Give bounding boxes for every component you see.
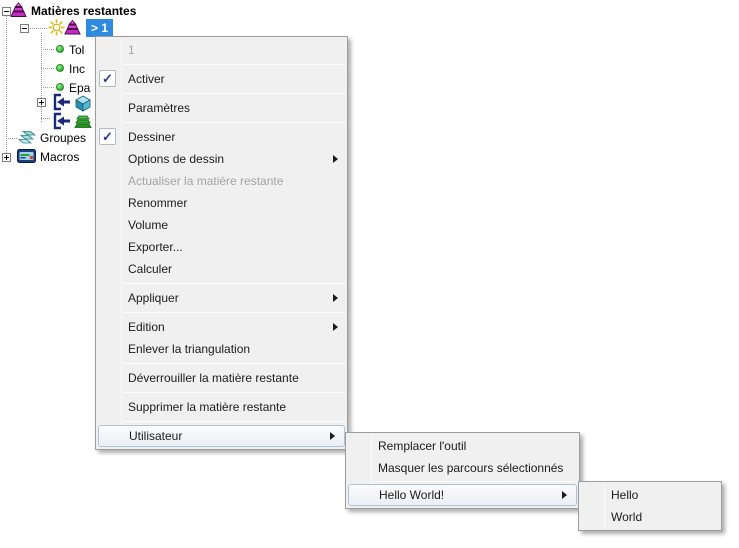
menu-item-label: Paramètres bbox=[128, 101, 191, 115]
menu-item-label: Masquer les parcours sélectionnés bbox=[378, 461, 564, 475]
menu-item-label: Volume bbox=[128, 218, 169, 232]
menu-item-label: Enlever la triangulation bbox=[128, 342, 251, 356]
submenu-arrow-icon bbox=[333, 323, 338, 331]
check-icon bbox=[99, 128, 116, 145]
menu-item-label: Hello bbox=[611, 488, 639, 502]
tree-node-groups[interactable] bbox=[40, 131, 86, 145]
menu-separator bbox=[123, 93, 346, 94]
menu-item-label: Calculer bbox=[128, 262, 173, 276]
menu-separator bbox=[123, 122, 346, 123]
tree-line bbox=[6, 14, 7, 158]
tree-node-macros[interactable] bbox=[40, 150, 79, 164]
tree-node-param[interactable] bbox=[69, 43, 84, 57]
bracket-arrow-stack-icon bbox=[52, 112, 96, 131]
material-stack-icon bbox=[64, 19, 81, 36]
collapse-toggle[interactable] bbox=[20, 24, 29, 33]
status-dot-icon bbox=[56, 45, 64, 53]
tree-node-selected[interactable] bbox=[86, 19, 113, 37]
menu-item-hello-world[interactable] bbox=[348, 484, 577, 506]
menu-item-label: Exporter... bbox=[128, 240, 183, 254]
bracket-arrow-cube-icon bbox=[52, 93, 96, 112]
menu-item-masquer-parcours[interactable] bbox=[346, 457, 579, 479]
tree-node-label: Tol bbox=[69, 43, 85, 57]
menu-item-renommer[interactable] bbox=[96, 192, 347, 214]
expand-toggle[interactable] bbox=[37, 98, 46, 107]
tree-line bbox=[6, 138, 17, 139]
menu-item-dessiner[interactable] bbox=[96, 126, 347, 148]
menu-item-label: Déverrouiller la matière restante bbox=[128, 371, 299, 385]
material-stack-icon bbox=[10, 2, 27, 18]
menu-item-header bbox=[96, 39, 347, 61]
tree-node-label: Matières restantes bbox=[31, 4, 137, 18]
tree-node-param[interactable] bbox=[69, 62, 85, 76]
menu-item-label: Actualiser la matière restante bbox=[128, 174, 284, 188]
status-dot-icon bbox=[56, 83, 64, 91]
menu-item-volume[interactable] bbox=[96, 214, 347, 236]
menu-item-hello[interactable] bbox=[579, 484, 721, 506]
menu-item-supprimer[interactable] bbox=[96, 396, 347, 418]
layers-icon bbox=[18, 129, 36, 144]
menu-item-label: Hello World! bbox=[379, 488, 445, 502]
menu-item-label: Dessiner bbox=[128, 130, 176, 144]
menu-separator bbox=[123, 64, 346, 65]
tree-line bbox=[41, 118, 51, 119]
menu-separator bbox=[123, 283, 346, 284]
tree-node-label: Macros bbox=[40, 150, 80, 164]
tree-line bbox=[41, 49, 54, 50]
menu-item-options-de-dessin[interactable] bbox=[96, 148, 347, 170]
menu-item-exporter[interactable] bbox=[96, 236, 347, 258]
menu-item-label: 1 bbox=[128, 43, 135, 57]
tree-line bbox=[41, 33, 42, 122]
tree-node-label: > 1 bbox=[91, 21, 109, 35]
tree-line bbox=[41, 87, 54, 88]
menu-item-deverrouiller[interactable] bbox=[96, 367, 347, 389]
submenu-hello-world bbox=[578, 481, 722, 531]
menu-item-label: Supprimer la matière restante bbox=[128, 400, 287, 414]
menu-item-label: World bbox=[611, 510, 643, 524]
menu-item-calculer[interactable] bbox=[96, 258, 347, 280]
submenu-utilisateur bbox=[345, 432, 580, 509]
menu-item-label: Appliquer bbox=[128, 291, 179, 305]
menu-item-world[interactable] bbox=[579, 506, 721, 528]
menu-item-actualiser bbox=[96, 170, 347, 192]
macro-tape-icon bbox=[17, 149, 36, 163]
menu-item-label: Renommer bbox=[128, 196, 188, 210]
menu-item-label: Remplacer l'outil bbox=[378, 439, 467, 453]
menu-separator bbox=[123, 421, 346, 422]
menu-item-label: Edition bbox=[128, 320, 165, 334]
tree-node-label: Inc bbox=[69, 62, 86, 76]
menu-item-enlever-triangulation[interactable] bbox=[96, 338, 347, 360]
menu-separator bbox=[123, 392, 346, 393]
menu-item-utilisateur[interactable] bbox=[98, 425, 345, 447]
menu-item-remplacer-outil[interactable] bbox=[346, 435, 579, 457]
menu-item-label: Activer bbox=[128, 72, 165, 86]
submenu-arrow-icon bbox=[562, 491, 567, 499]
tree-node-label: Epa bbox=[69, 81, 91, 95]
menu-separator bbox=[123, 363, 346, 364]
menu-separator bbox=[123, 312, 346, 313]
sun-icon bbox=[48, 19, 65, 36]
menu-item-parametres[interactable] bbox=[96, 97, 347, 119]
check-icon bbox=[99, 70, 116, 87]
tree-line bbox=[41, 68, 54, 69]
tree-node-label: Groupes bbox=[40, 131, 87, 145]
expand-toggle[interactable] bbox=[2, 153, 11, 162]
tree-line bbox=[30, 28, 47, 29]
tree-node-root[interactable] bbox=[31, 4, 136, 18]
submenu-arrow-icon bbox=[333, 294, 338, 302]
menu-item-label: Options de dessin bbox=[128, 152, 225, 166]
status-dot-icon bbox=[56, 64, 64, 72]
menu-separator bbox=[373, 481, 578, 482]
menu-item-edition[interactable] bbox=[96, 316, 347, 338]
context-menu bbox=[95, 36, 348, 450]
menu-item-activer[interactable] bbox=[96, 68, 347, 90]
menu-item-appliquer[interactable] bbox=[96, 287, 347, 309]
submenu-arrow-icon bbox=[333, 155, 338, 163]
menu-item-label: Utilisateur bbox=[129, 429, 183, 443]
submenu-arrow-icon bbox=[330, 432, 335, 440]
